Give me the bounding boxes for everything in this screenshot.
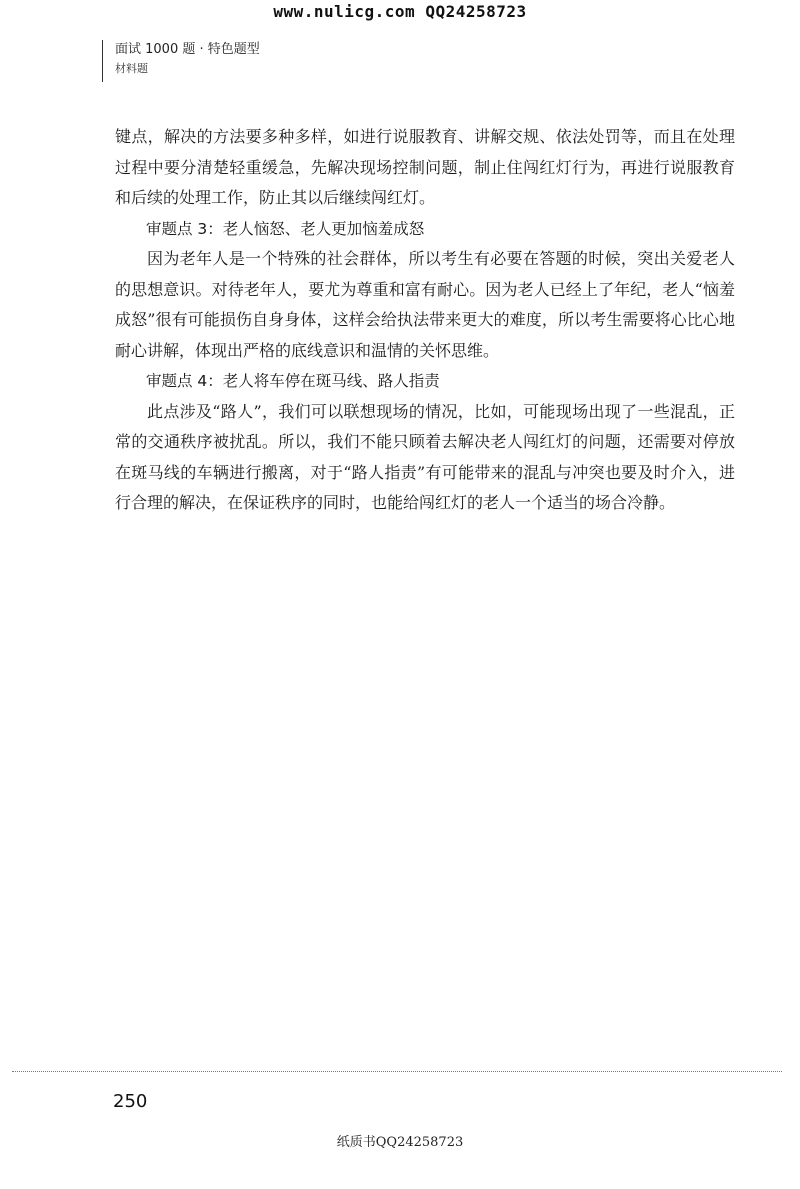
page-number: 250: [113, 1091, 148, 1112]
running-header: [102, 40, 260, 82]
point-heading-3: 审题点 3：老人恼怒、老人更加恼羞成怒: [146, 219, 425, 238]
page-body: [115, 122, 735, 519]
paragraph-passersby: 此点涉及“路人”，我们可以联想现场的情况，比如，可能现场出现了一些混乱，正常的交通秩序被扰乱。所以，我们不能只顾着去解决老人闯红灯的问题，还需要对停放在斑马线的车辆进行搬离，对于“路人指责”有可能带来的混乱与冲突也要及时介入，进行合理的解决，在保证秩序的同时，也能给闯红灯的老人一个适当的场合冷静。: [115, 401, 735, 512]
book-title: 面试 1000 题 · 特色题型: [115, 42, 260, 57]
paragraph-continued: 键点，解决的方法要多种多样，如进行说服教育、讲解交规、依法处罚等，而且在处理过程中要分清楚轻重缓急，先解决现场控制问题，制止住闯红灯行为，再进行说服教育和后续的处理工作，防止其以后继续闯红灯。: [115, 127, 735, 207]
top-watermark: www.nulicg.com QQ24258723: [273, 2, 527, 21]
paragraph-elderly-care: 因为老年人是一个特殊的社会群体，所以考生有必要在答题的时候，突出关爱老人的思想意识。对待老年人，要尤为尊重和富有耐心。因为老人已经上了年纪，老人“恼羞成怒”很有可能损伤自身身体，这样会给执法带来更大的难度，所以考生需要将心比心地耐心讲解，体现出严格的底线意识和温情的关怀思维。: [115, 249, 735, 360]
point-heading-4: 审题点 4：老人将车停在斑马线、路人指责: [146, 372, 440, 390]
bottom-watermark: 纸质书QQ24258723: [336, 1135, 464, 1150]
section-name: 材料题: [115, 62, 148, 75]
footer-divider: [12, 1071, 782, 1072]
